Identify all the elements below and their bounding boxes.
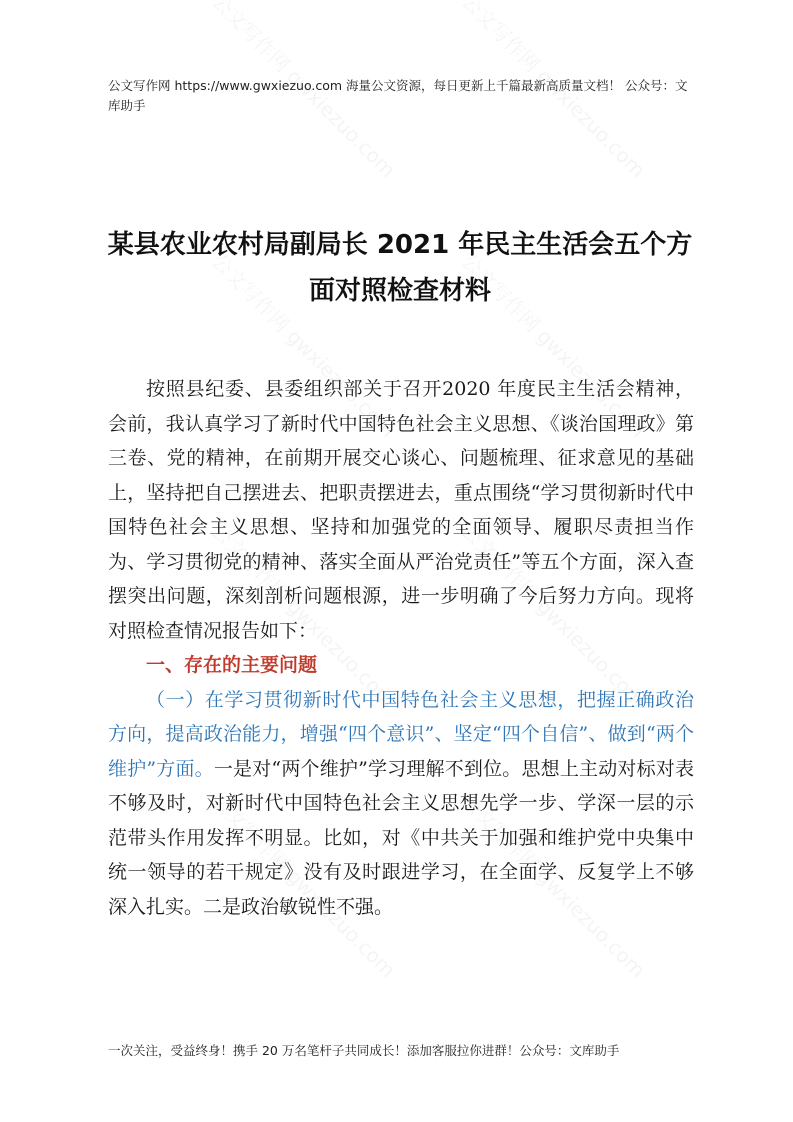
- document-body: [108, 372, 694, 924]
- subsection-heading: （一）在学习贯彻新时代中国特色社会主义思想，把握正确政治方向，提高政治能力，增强“四个意识”、坚定“四个自信”、做到“两个维护”方面。: [108, 688, 694, 780]
- subsection-body: 一是对“两个维护”学习理解不到位。思想上主动对标对表不够及时，对新时代中国特色社会主义思想先学一步、学深一层的示范带头作用发挥不明显。比如，对《中共关于加强和维护党中央集中统一领导的若干规定》没有及时跟进学习，在全面学、反复学上不够深入扎实。二是政治敏锐性不强。: [108, 757, 695, 918]
- document-title: 某县农业农村局副局长 2021 年民主生活会五个方面对照检查材料: [107, 230, 693, 306]
- page-footer: 一次关注，受益终身！携手 20 万名笔杆子共同成长！添加客服拉你进群！公众号：文库助手: [108, 1043, 620, 1058]
- subsection-paragraph: [108, 683, 694, 925]
- section-heading: 一、存在的主要问题: [146, 654, 318, 676]
- page-header: 公文写作网 https://www.gwxiezuo.com 海量公文资源，每日更新上千篇最新高质量文档！ 公众号：文库助手: [108, 78, 688, 113]
- intro-paragraph: 按照县纪委、县委组织部关于召开2020 年度民主生活会精神，会前，我认真学习了新时代中国特色社会主义思想、《谈治国理政》第三卷、党的精神，在前期开展交心谈心、问题梳理、征求意见的基础上，坚持把自己摆进去、把职责摆进去，重点围绕“学习贯彻新时代中国特色社会主义思想、坚持和加强党的全面领导、履职尽责担当作为、学习贯彻党的精神、落实全面从严治党责任”等五个方面，深入查摆突出问题，深刻剖析问题根源，进一步明确了今后努力方向。现将对照检查情况报告如下：: [108, 378, 694, 642]
